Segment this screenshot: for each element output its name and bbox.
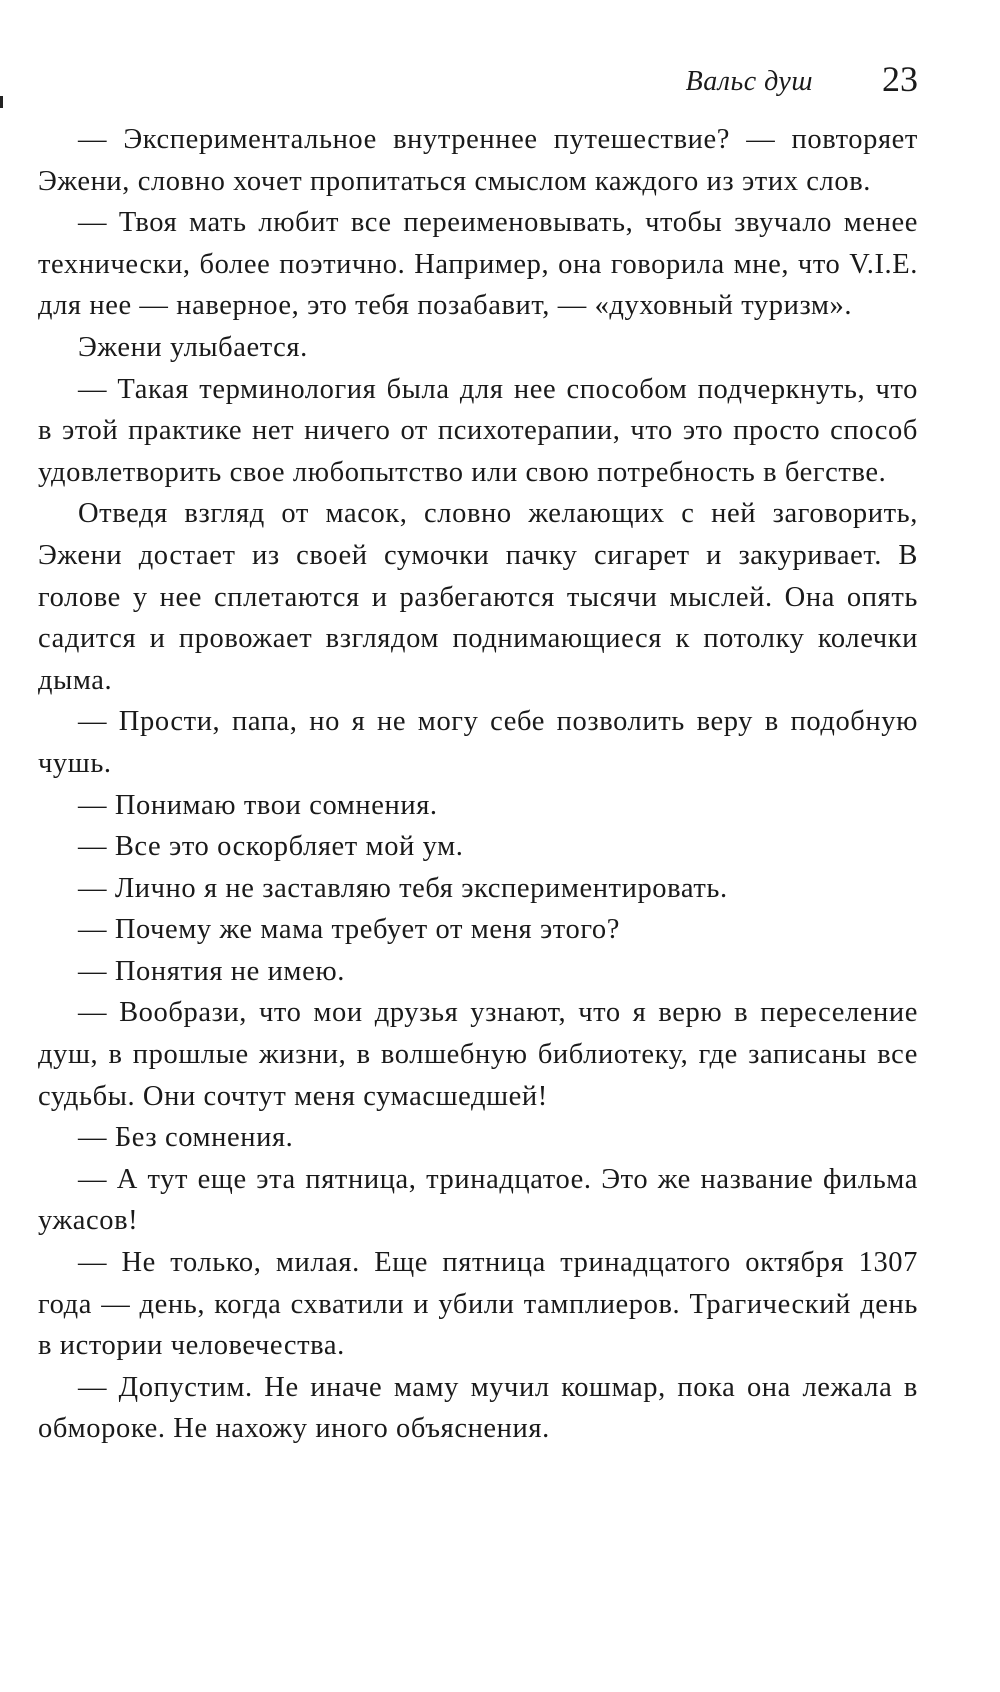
paragraph: — Твоя мать любит все переименовывать, чтобы звучало менее технически, более поэтично. Например, она говорила мне, что V.I.E. для нее — наверное, это тебя позабавит, — «духовный туризм». — [38, 207, 918, 322]
paragraph: Отведя взгляд от масок, словно желающих с ней заговорить, Эжени достает из своей сумочки пачку сигарет и закуривает. В голове у нее сплетаются и разбегаются тысячи мыслей. Она опять садится и провожает взглядом поднимающиеся к потолку колечки дыма. — [38, 498, 918, 696]
page-edge-mark — [0, 96, 3, 108]
paragraph: — Все это оскорбляет мой ум. — [78, 831, 464, 863]
paragraph: — Не только, милая. Еще пятница тринадцатого октября 1307 года — день, когда схватили и убили тамплиеров. Трагический день в истории человечества. — [38, 1247, 918, 1362]
paragraph: — Лично я не заставляю тебя экспериментировать. — [78, 872, 728, 904]
body-text — [38, 119, 918, 1450]
paragraph: — Понятия не имею. — [78, 955, 345, 987]
page-number: 23 — [882, 59, 918, 99]
paragraph: Эжени улыбается. — [78, 331, 308, 363]
paragraph: — Вообрази, что мои друзья узнают, что я верю в переселение душ, в прошлые жизни, в волшебную библиотеку, где записаны все судьбы. Они сочтут меня сумасшедшей! — [38, 997, 918, 1112]
paragraph: — Прости, папа, но я не могу себе позволить веру в подобную чушь. — [38, 706, 918, 779]
page-header — [38, 58, 918, 108]
paragraph: — А тут еще эта пятница, тринадцатое. Это же название фильма ужасов! — [38, 1163, 918, 1237]
paragraph: — Экспериментальное внутреннее путешествие? — повторяет Эжени, словно хочет пропитаться смыслом каждого из этих слов. — [38, 124, 918, 197]
paragraph: — Допустим. Не иначе маму мучил кошмар, пока она лежала в обмороке. Не нахожу иного объяснения. — [38, 1371, 918, 1445]
paragraph: — Такая терминология была для нее способом подчеркнуть, что в этой практике нет ничего от психотерапии, что это просто способ удовлетворить свое любопытство или свою потребность в бегстве. — [38, 373, 918, 488]
running-title: Вальс душ — [685, 66, 813, 97]
paragraph: — Без сомнения. — [78, 1122, 294, 1154]
paragraph: — Почему же мама требует от меня этого? — [78, 914, 620, 946]
paragraph: — Понимаю твои сомнения. — [78, 789, 438, 821]
